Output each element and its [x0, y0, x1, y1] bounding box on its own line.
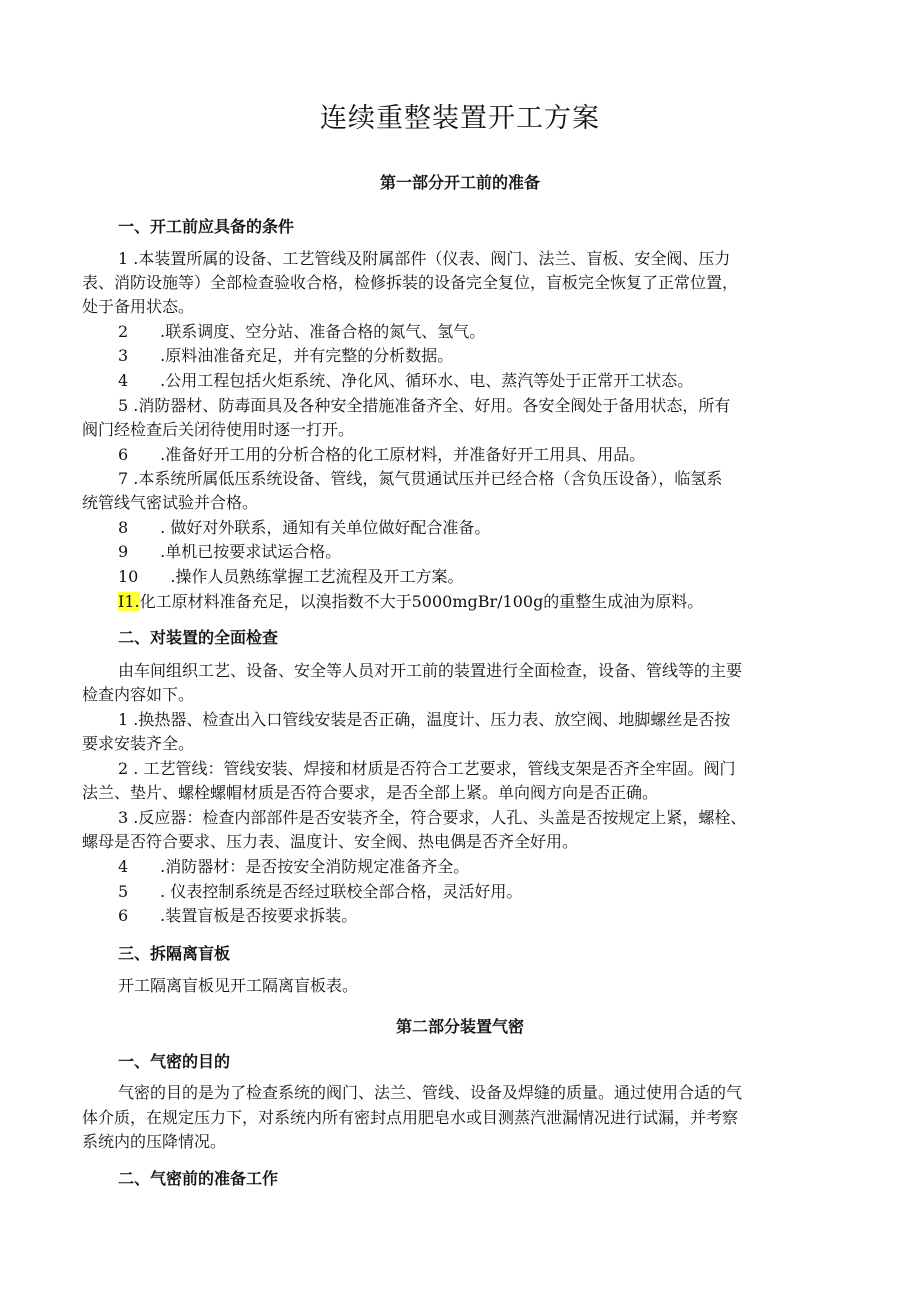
- list-item: 2 .联系调度、空分站、准备合格的氮气、氢气。: [118, 322, 486, 341]
- paragraph-line: 统管线气密试验并合格。: [82, 493, 259, 512]
- section-heading-conditions: 一、开工前应具备的条件: [118, 217, 295, 236]
- paragraph-line: 3 .反应器：检查内部部件是否安装齐全，符合要求，人孔、头盖是否按规定上紧，螺栓、: [118, 808, 747, 827]
- section-heading-inspection: 二、对装置的全面检查: [118, 628, 279, 647]
- section-heading-purpose: 一、气密的目的: [118, 1052, 231, 1071]
- section-heading-preparation: 二、气密前的准备工作: [118, 1169, 279, 1188]
- paragraph-line: 5 .消防器材、防毒面具及各种安全措施准备齐全、好用。各安全阀处于备用状态，所有: [118, 396, 731, 415]
- list-item: 10 .操作人员熟练掌握工艺流程及开工方案。: [118, 567, 464, 586]
- list-item: [118, 590, 703, 614]
- paragraph-line: 表、消防设施等）全部检查验收合格，检修拆装的设备完全复位，盲板完全恢复了正常位置，: [82, 273, 739, 292]
- part-heading-1: 第一部分开工前的准备: [379, 173, 540, 192]
- paragraph-line: 体介质，在规定压力下，对系统内所有密封点用肥皂水或目测蒸汽泄漏情况进行试漏，并考察: [82, 1108, 739, 1127]
- paragraph-line: 开工隔离盲板见开工隔离盲板表。: [118, 976, 359, 995]
- paragraph-line: 1 .换热器、检查出入口管线安装是否正确，温度计、压力表、放空阀、地脚螺丝是否按: [118, 710, 731, 729]
- list-item: 3 .原料油准备充足，并有完整的分析数据。: [118, 346, 454, 365]
- paragraph-line: 螺母是否符合要求、压力表、温度计、安全阀、热电偶是否齐全好用。: [82, 832, 579, 851]
- paragraph-line: 检查内容如下。: [82, 685, 195, 704]
- highlighted-number: I1.: [118, 592, 140, 611]
- paragraph-line: 2 . 工艺管线：管线安装、焊接和材质是否符合工艺要求，管线支架是否齐全牢固。阀门: [118, 759, 736, 778]
- paragraph-line: 法兰、垫片、螺栓螺帽材质是否符合要求，是否全部上紧。单向阀方向是否正确。: [82, 783, 659, 802]
- list-item: 4 .公用工程包括火炬系统、净化风、循环水、电、蒸汽等处于正常开工状态。: [118, 371, 694, 390]
- paragraph-line: 气密的目的是为了检查系统的阀门、法兰、管线、设备及焊缝的质量。通过使用合适的气: [118, 1083, 743, 1102]
- paragraph-line: 1 .本装置所属的设备、工艺管线及附属部件（仪表、阀门、法兰、盲板、安全阀、压力: [118, 249, 731, 268]
- list-item: 8 . 做好对外联系，通知有关单位做好配合准备。: [118, 518, 491, 537]
- paragraph-line: 7 .本系统所属低压系统设备、管线，氮气贯通试压并已经合格（含负压设备），临氢系: [118, 469, 723, 488]
- paragraph-line: 阀门经检查后关闭待使用时逐一打开。: [82, 420, 355, 439]
- list-item: 6 .装置盲板是否按要求拆装。: [118, 906, 358, 925]
- paragraph-line: 处于备用状态。: [82, 297, 195, 316]
- list-item: 4 .消防器材：是否按安全消防规定准备齐全。: [118, 857, 470, 876]
- document-title: 连续重整装置开工方案: [320, 103, 600, 134]
- list-item: 5 . 仪表控制系统是否经过联校全部合格，灵活好用。: [118, 882, 523, 901]
- list-item: 9 .单机已按要求试运合格。: [118, 542, 342, 561]
- part-heading-2: 第二部分装置气密: [395, 1017, 524, 1036]
- paragraph-line: 由车间组织工艺、设备、安全等人员对开工前的装置进行全面检查，设备、管线等的主要: [118, 661, 743, 680]
- list-item: 6 .准备好开工用的分析合格的化工原材料，并准备好开工用具、用品。: [118, 445, 646, 464]
- section-heading-blind-plates: 三、拆隔离盲板: [118, 944, 231, 963]
- list-item-text: 化工原材料准备充足，以溴指数不大于5000mgBr/100g的重整生成油为原料。: [139, 592, 704, 611]
- paragraph-line: 系统内的压降情况。: [82, 1132, 227, 1151]
- paragraph-line: 要求安装齐全。: [82, 734, 195, 753]
